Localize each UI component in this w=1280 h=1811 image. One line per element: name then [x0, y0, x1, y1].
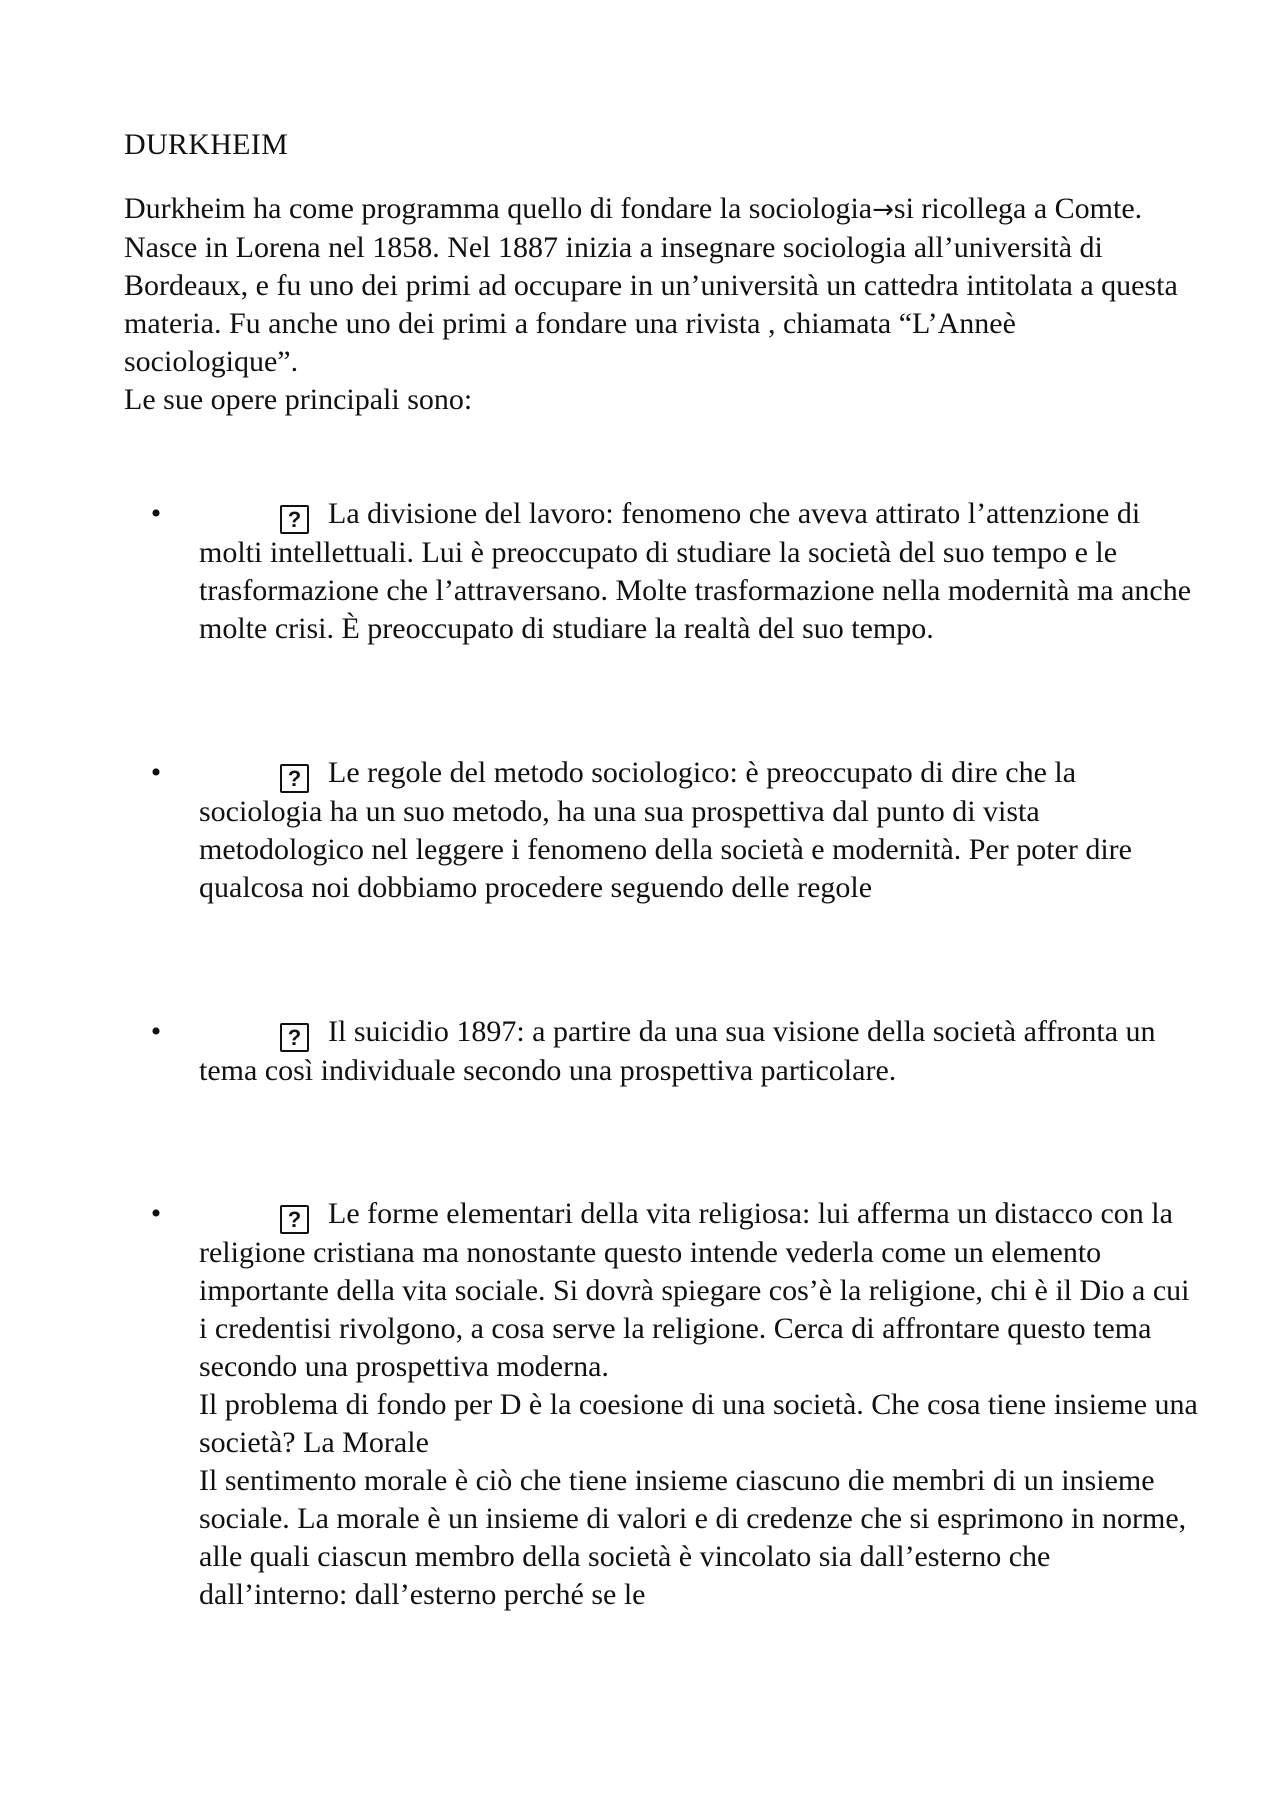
page-title: DURKHEIM: [124, 128, 289, 161]
work-text: Le forme elementari della vita religiosa: lui afferma un distacco con la religione cristiana ma nonostante questo intende vederla come un elemento importante della vita sociale. Si dovrà spiegare cos’è la religione, chi è il Dio a cui i credentisi rivolgono, a cosa serve la religione. Cerca di affrontare questo tema secondo una prospettiva moderna.: [199, 1197, 1190, 1383]
list-item-work-1: [124, 495, 1204, 648]
unknown-glyph-icon: ?: [280, 764, 309, 793]
work-text: Il suicidio 1897: a partire da una sua visione della società affronta un tema così individuale secondo una prospettiva particolare.: [199, 1015, 1156, 1087]
work-extra-paragraph-1: Il problema di fondo per D è la coesione di una società. Che cosa tiene insieme una società? La Morale: [199, 1388, 1198, 1459]
work-text: Le regole del metodo sociologico: è preoccupato di dire che la sociologia ha un suo metodo, ha una sua prospettiva dal punto di vista metodologico nel leggere i fenomeno della società e modernità. Per poter dire qualcosa noi dobbiamo procedere seguendo delle regole: [199, 756, 1132, 904]
intro-paragraph-1: [124, 190, 1184, 229]
intro-paragraph-2: Nasce in Lorena nel 1858. Nel 1887 inizia a insegnare sociologia all’università di Bordeaux, e fu uno dei primi ad occupare in un’università un cattedra intitolata a questa materia. Fu anche uno dei primi a fondare una rivista , chiamata “L’Anneè sociologique”.: [124, 231, 1178, 378]
right-arrow-icon: →: [872, 195, 894, 225]
intro-paragraph-3: Le sue opere principali sono:: [124, 383, 473, 416]
work-extra-paragraph-2: Il sentimento morale è ciò che tiene insieme ciascuno die membri di un insieme sociale. La morale è un insieme di valori e di credenze che si esprimono in norme, alle quali ciascun membro della società è vincolato sia dall’esterno che dall’interno: dall’esterno perché se le: [199, 1464, 1187, 1611]
list-item-work-3: [124, 1013, 1204, 1090]
bullet-icon: •: [150, 1197, 162, 1230]
intro-line1-b: si ricollega a Comte.: [893, 192, 1143, 225]
bullet-icon: •: [150, 756, 162, 789]
work-description: [199, 1013, 1199, 1090]
work-description: [199, 1195, 1199, 1386]
work-description: [199, 495, 1199, 648]
unknown-glyph-icon: ?: [280, 1023, 309, 1052]
bullet-icon: •: [150, 1015, 162, 1048]
list-item-work-4: [124, 1195, 1204, 1614]
work-text: La divisione del lavoro: fenomeno che aveva attirato l’attenzione di molti intellettuali. Lui è preoccupato di studiare la società del suo tempo e le trasformazione che l’attraversano. Molte trasformazione nella modernità ma anche molte crisi. È preoccupato di studiare la realtà del suo tempo.: [199, 497, 1192, 645]
unknown-glyph-icon: ?: [280, 505, 309, 534]
bullet-icon: •: [150, 497, 162, 530]
list-item-work-2: [124, 754, 1204, 907]
intro-section: [124, 190, 1184, 419]
unknown-glyph-icon: ?: [280, 1205, 309, 1234]
intro-line1-a: Durkheim ha come programma quello di fondare la sociologia: [124, 192, 873, 225]
work-description: [199, 754, 1199, 907]
